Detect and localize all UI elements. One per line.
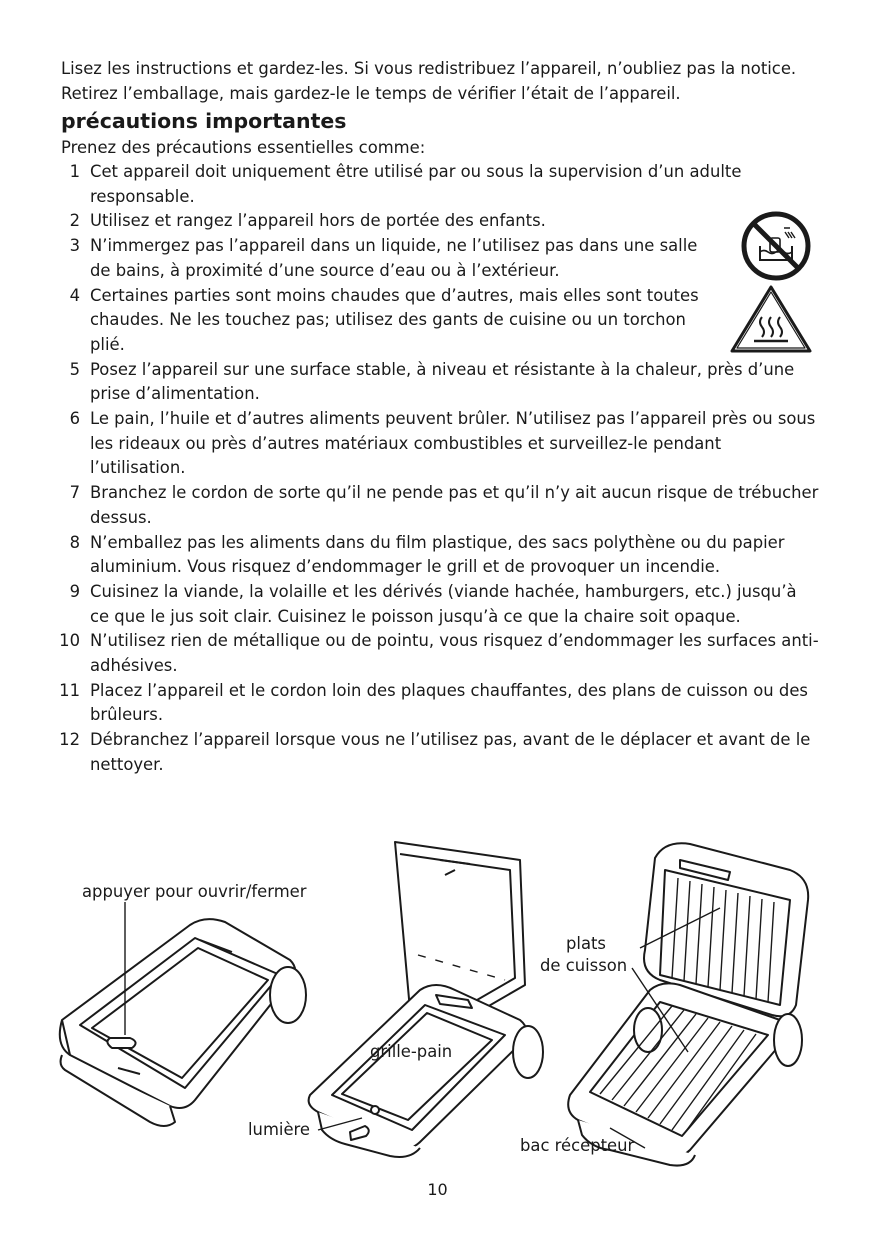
- list-item: [0, 160, 875, 209]
- label-toaster: grille-pain: [370, 1042, 453, 1061]
- list-item: [0, 580, 875, 629]
- section-heading: précautions importantes: [61, 109, 347, 133]
- item-text: N’emballez pas les aliments dans du film plastique, des sacs polythène ou du papier aluminium. Vous risquez d’endommager le grill et de provoquer un incendie.: [90, 532, 785, 577]
- label-cooking-plates-line2: de cuisson: [540, 956, 628, 975]
- item-text: Cet appareil doit uniquement être utilisé par ou sous la supervision d’un adulte responsable.: [90, 162, 742, 206]
- item-number: 1: [69, 162, 80, 181]
- list-item: [0, 407, 875, 481]
- item-number: 9: [69, 581, 80, 601]
- item-text: Le pain, l’huile et d’autres aliments peuvent brûler. N’utilisez pas l’appareil près ou sous les rideaux ou près d’autres matériaux combustibles et surveillez-le pendant l’utilisation.: [90, 409, 816, 478]
- item-text: Branchez le cordon de sorte qu’il ne pende pas et qu’il n’y ait aucun risque de trébucher dessus.: [90, 483, 819, 527]
- item-text: Cuisinez la viande, la volaille et les dérivés (viande hachée, hamburgers, etc.) jusqu’à ce que le jus soit clair. Cuisinez le poisson jusqu’à ce que la chaire soit opaque.: [90, 581, 797, 626]
- item-number: 8: [69, 532, 80, 552]
- item-number: 6: [69, 409, 80, 429]
- page-number: 10: [427, 1180, 448, 1199]
- no-water-immersion-icon: [740, 210, 812, 282]
- list-item: [0, 728, 875, 777]
- label-drip-tray: bac récepteur: [520, 1136, 635, 1155]
- item-number: 11: [59, 680, 80, 700]
- item-number: 12: [59, 730, 80, 750]
- item-number: 10: [59, 631, 80, 651]
- list-item: [0, 629, 875, 678]
- label-cooking-plates-line1: plats: [566, 934, 606, 953]
- list-item: [0, 358, 875, 407]
- hot-surface-warning-icon: [728, 283, 814, 355]
- item-number: 4: [69, 285, 80, 305]
- lead-sentence: Prenez des précautions essentielles comme:: [61, 138, 426, 157]
- list-item: [0, 679, 875, 728]
- label-light: lumière: [248, 1120, 311, 1139]
- item-number: 5: [69, 359, 80, 379]
- appliance-illustration: [0, 830, 875, 1170]
- item-text: Utilisez et rangez l’appareil hors de portée des enfants.: [90, 211, 546, 231]
- item-text: Placez l’appareil et le cordon loin des plaques chauffantes, des plans de cuisson ou des brûleurs.: [90, 680, 808, 725]
- item-text: N’immergez pas l’appareil dans un liquide, ne l’utilisez pas dans une salle de bains, à proximité d’une source d’eau ou à l’extérieur.: [90, 236, 698, 280]
- intro-paragraph: Lisez les instructions et gardez-les. Si vous redistribuez l’appareil, n’oubliez pas la notice. Retirez l’emballage, mais gardez-le le temps de vérifier l’était de l’appareil.: [61, 59, 797, 103]
- list-item: [0, 531, 875, 580]
- item-text: N’utilisez rien de métallique ou de pointu, vous risquez d’endommager les surfaces anti-adhésives.: [90, 631, 819, 676]
- item-number: 3: [69, 236, 80, 256]
- item-text: Débranchez l’appareil lorsque vous ne l’utilisez pas, avant de le déplacer et avant de le nettoyer.: [90, 730, 811, 774]
- list-item: [0, 481, 875, 530]
- item-text: Posez l’appareil sur une surface stable, à niveau et résistante à la chaleur, près d’une prise d’alimentation.: [90, 359, 795, 404]
- label-open-close: appuyer pour ouvrir/fermer: [82, 882, 307, 901]
- item-number: 7: [69, 483, 80, 503]
- grill-drawings: [0, 830, 875, 1170]
- item-text: Certaines parties sont moins chaudes que d’autres, mais elles sont toutes chaudes. Ne les touchez pas; utilisez des gants de cuisine ou un torchon plié.: [90, 285, 699, 354]
- item-number: 2: [69, 211, 80, 231]
